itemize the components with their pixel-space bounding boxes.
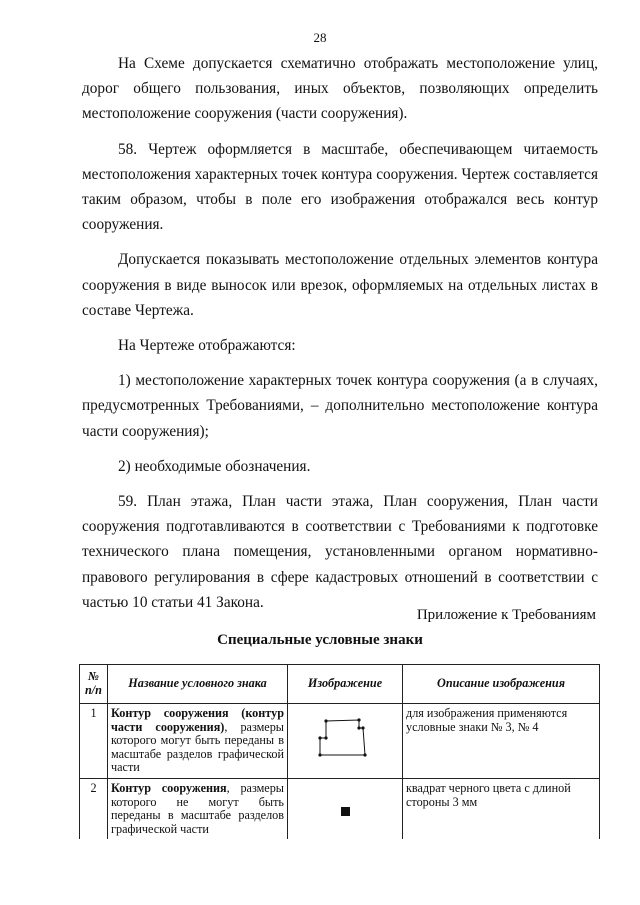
row-name-rest: , размеры которого могут быть переданы в масштабе разделов графической части xyxy=(111,719,284,775)
header-name: Название условного знака xyxy=(108,665,288,704)
header-description: Описание изображения xyxy=(403,665,600,704)
paragraph: 59. План этажа, План части этажа, План сооружения, План части сооружения подготавливаются в соответствии с Требованиями к подготовке технического плана помещения, установленными органом нормативно-правового регулирования в сфере кадастровых отношений в соответствии с частью 10 статьи 41 Закона. xyxy=(82,493,598,611)
paragraph: 58. Чертеж оформляется в масштабе, обеспечивающем читаемость местоположения характерных точек контура сооружения. Чертеж составляется таким образом, чтобы в поле его изображения отображался весь контур сооружения. xyxy=(82,140,598,234)
contour-polygon-icon xyxy=(310,714,380,764)
appendix-label: Приложение к Требованиям xyxy=(416,607,596,623)
row-name-bold: Контур сооружения (контур части сооружения) xyxy=(111,706,284,734)
table-title: Специальные условные знаки xyxy=(217,632,423,648)
symbols-table xyxy=(79,664,600,839)
table-header-row xyxy=(80,665,600,704)
row-description: для изображения применяются условные знаки № 3, № 4 xyxy=(403,704,600,779)
body-text xyxy=(82,51,598,615)
header-image: Изображение xyxy=(288,665,403,704)
table-row xyxy=(80,704,600,779)
table-row xyxy=(80,778,600,839)
row-name xyxy=(108,704,288,779)
row-image xyxy=(288,704,403,779)
list-item: 2) необходимые обозначения. xyxy=(118,457,311,475)
list-item: 1) местоположение характерных точек контура сооружения (а в случаях, предусмотренных Требованиями, – дополнительно местоположение контура части сооружения); xyxy=(82,372,598,440)
row-name-bold: Контур сооружения xyxy=(111,780,227,795)
header-num: № п/п xyxy=(80,665,108,704)
row-name-rest: , размеры которого не могут быть переданы в масштабе разделов графической части xyxy=(111,780,284,836)
row-description: квадрат черного цвета с длиной стороны 3 мм xyxy=(403,778,600,839)
row-num: 2 xyxy=(80,778,108,839)
row-num: 1 xyxy=(80,704,108,779)
page-number: 28 xyxy=(313,30,327,45)
black-square-icon xyxy=(341,807,350,816)
paragraph: На Схеме допускается схематично отображать местоположение улиц, дорог общего пользования, иных объектов, позволяющих определить местоположение сооружения (части сооружения). xyxy=(82,55,598,123)
paragraph: Допускается показывать местоположение отдельных элементов контура сооружения в виде выносок или врезок, оформляемых на отдельных листах в составе Чертежа. xyxy=(82,251,598,319)
row-image xyxy=(288,778,403,839)
row-name xyxy=(108,778,288,839)
paragraph: На Чертеже отображаются: xyxy=(118,337,296,355)
